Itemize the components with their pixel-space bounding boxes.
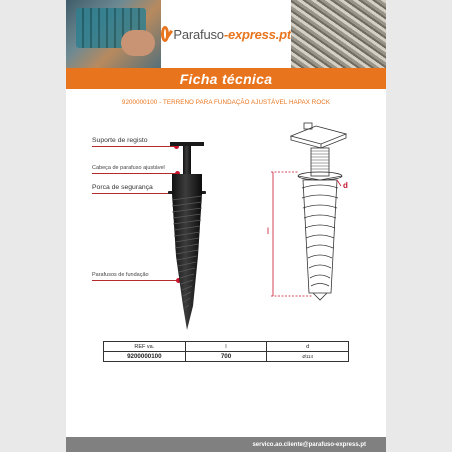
header-diameter: d [267, 342, 349, 352]
datasheet-page [66, 0, 386, 452]
pile-threaded-rod [183, 146, 191, 174]
footer-email[interactable]: servico.ao.cliente@parafuso-express.pt [252, 441, 366, 448]
spec-table [103, 341, 349, 362]
footer [66, 437, 386, 452]
diameter-label: d [343, 181, 348, 190]
brand-text [173, 27, 291, 42]
header [66, 0, 386, 68]
callout-adjust-head: Cabeça de parafuso ajustável [92, 165, 165, 171]
drawing-helix [302, 180, 338, 300]
cell-ref: 9200000100 [104, 352, 186, 362]
foundation-pile-image [156, 136, 216, 336]
brand-logo [161, 0, 291, 68]
pile-top-plate [170, 142, 204, 146]
brand-suffix: -express.pt [223, 26, 291, 42]
cell-length: 700 [185, 352, 267, 362]
cell-diameter: Ø114 [267, 352, 349, 362]
table-header-row [104, 342, 349, 352]
drawing-outline [291, 123, 346, 180]
product-subtitle: 9200000100 - TERRENO PARA FUNDAÇÃO AJUSTÁVEL HAPAX ROCK [121, 99, 331, 106]
hand-shape [121, 30, 155, 56]
brand-name: Parafuso [173, 26, 224, 42]
screw-logo-icon [161, 26, 169, 42]
page-title: Ficha técnica [179, 70, 273, 87]
title-bar [66, 68, 386, 89]
header-photo-tools [66, 0, 161, 68]
callout-lock-nut: Porca de segurança [92, 184, 153, 191]
table-row [104, 352, 349, 362]
header-length: l [185, 342, 267, 352]
callout-top-plate: Suporte de registo [92, 137, 148, 144]
callout-foundation-screw: Parafusos de fundação [92, 272, 149, 278]
technical-drawing [261, 118, 371, 303]
header-photo-screws [291, 0, 386, 68]
length-label: l [267, 226, 269, 236]
header-ref: REF va. [104, 342, 186, 352]
drawing-rod-threads [311, 151, 329, 172]
